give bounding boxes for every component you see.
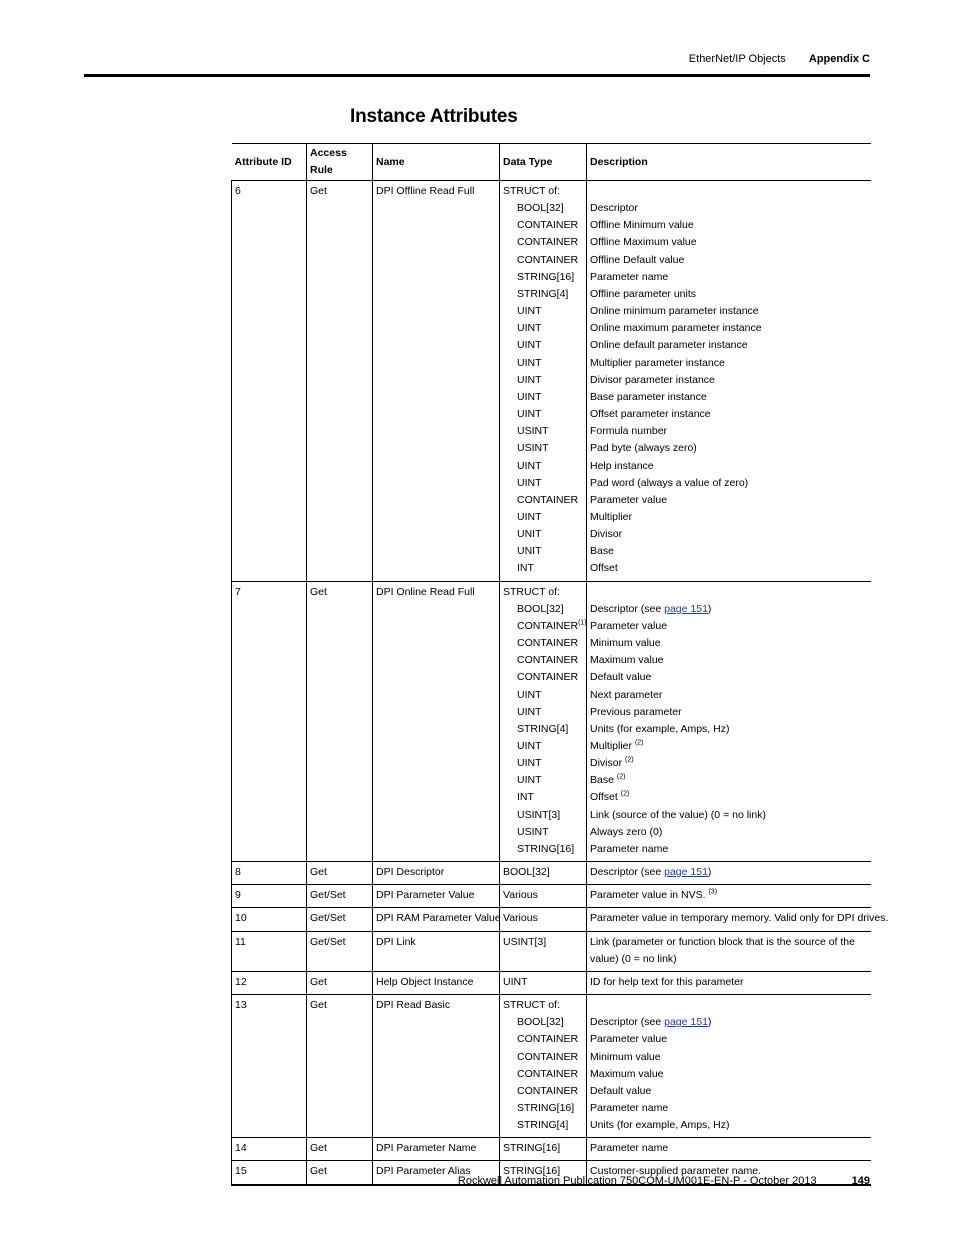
data-type-text: USINT[3] (517, 808, 561, 821)
data-type-text: STRING[4] (517, 1119, 569, 1132)
instance-attributes-table (231, 143, 889, 1186)
description-text: Default value (590, 1084, 652, 1097)
description-cell (587, 1138, 871, 1161)
data-type-line (503, 1014, 583, 1031)
name-cell: DPI Parameter Name (373, 1138, 500, 1161)
description-line (590, 355, 868, 372)
attribute-id-cell: 9 (232, 885, 307, 908)
data-type-text: CONTAINER (517, 1033, 579, 1046)
description-text: Parameter value (590, 493, 668, 506)
description-text: Link (parameter or function block that is the source of the value) (0 = no link) (590, 935, 855, 965)
description-cell (587, 885, 871, 908)
description-line (590, 721, 868, 738)
data-type-line (503, 183, 583, 200)
data-type-text: CONTAINER (517, 1050, 579, 1063)
description-line (590, 997, 868, 1014)
data-type-line (503, 997, 583, 1014)
data-type-text: UINT (517, 339, 542, 352)
description-text: Offline Default value (590, 253, 685, 266)
data-type-cell (500, 181, 587, 582)
footnote-ref: (2) (620, 790, 630, 798)
description-line (590, 526, 868, 543)
data-type-text: CONTAINER (517, 253, 579, 266)
page-number: 149 (851, 1175, 870, 1187)
description-line (590, 618, 868, 635)
description-text: Descriptor (see (590, 1016, 665, 1029)
data-type-line (503, 1031, 583, 1048)
data-type-line (503, 1066, 583, 1083)
access-rule-cell: Get (307, 1161, 373, 1185)
data-type-line (503, 440, 583, 457)
data-type-text: CONTAINER (517, 654, 579, 667)
description-text: Offline Maximum value (590, 236, 697, 249)
description-line (590, 652, 868, 669)
table-row (232, 885, 871, 908)
data-type-line (503, 824, 583, 841)
description-text: Descriptor (590, 202, 638, 215)
data-type-line (503, 910, 583, 927)
description-line (590, 492, 868, 509)
description-line (590, 406, 868, 423)
description-line (590, 601, 868, 618)
description-line (590, 475, 868, 492)
data-type-line (503, 772, 583, 789)
page-link[interactable]: page 151 (664, 602, 708, 615)
page-footer (458, 1175, 870, 1187)
data-type-text: Various (503, 912, 538, 925)
description-line (590, 755, 868, 772)
data-type-cell (500, 885, 587, 908)
description-text: Minimum value (590, 1050, 661, 1063)
data-type-line (503, 841, 583, 858)
description-line (590, 200, 868, 217)
description-line (590, 1140, 868, 1157)
data-type-text: UINT (517, 373, 542, 386)
description-cell (587, 908, 889, 931)
description-text: Parameter value in NVS. (590, 889, 709, 902)
description-line (590, 841, 868, 858)
description-text: Formula number (590, 425, 668, 438)
table-row (232, 1138, 871, 1161)
data-type-text: STRING[16] (517, 1101, 575, 1114)
name-cell: Help Object Instance (373, 971, 500, 994)
attribute-id-cell: 12 (232, 971, 307, 994)
description-cell (587, 995, 871, 1138)
access-rule-cell: Get/Set (307, 908, 373, 931)
description-text: Descriptor (see (590, 602, 665, 615)
table-row (232, 931, 871, 971)
data-type-text: INT (517, 791, 534, 804)
attribute-id-cell: 10 (232, 908, 307, 931)
data-type-text: UINT (517, 476, 542, 489)
attribute-id-cell: 13 (232, 995, 307, 1138)
name-cell: DPI Offline Read Full (373, 181, 500, 582)
description-cell (587, 971, 871, 994)
data-type-text: STRING[16] (503, 1165, 561, 1178)
data-type-text: UINT (517, 459, 542, 472)
page-link[interactable]: page 151 (664, 1016, 708, 1029)
data-type-text: BOOL[32] (517, 602, 564, 615)
description-line (590, 824, 868, 841)
data-type-line (503, 252, 583, 269)
data-type-line (503, 423, 583, 440)
data-type-text: BOOL[32] (503, 866, 550, 879)
description-text: Descriptor (see (590, 866, 665, 879)
data-type-text: STRING[16] (517, 842, 575, 855)
description-text: Offline Minimum value (590, 219, 694, 232)
data-type-text: UINT (517, 757, 542, 770)
description-text: Online minimum parameter instance (590, 305, 759, 318)
data-type-text: UINT (517, 305, 542, 318)
description-cell (587, 181, 871, 582)
data-type-line (503, 200, 583, 217)
data-type-line (503, 303, 583, 320)
description-line (590, 560, 868, 577)
description-text: Multiplier (590, 510, 633, 523)
data-type-text: BOOL[32] (517, 202, 564, 215)
data-type-line (503, 618, 587, 635)
data-type-line (503, 584, 583, 601)
description-text: Help instance (590, 459, 654, 472)
data-type-text: CONTAINER (517, 219, 579, 232)
data-type-line (503, 738, 583, 755)
data-type-text: UINT (517, 740, 542, 752)
description-text: Parameter name (590, 270, 669, 283)
attribute-id-cell: 6 (232, 181, 307, 582)
data-type-text: UINT (517, 705, 542, 718)
access-rule-cell: Get/Set (307, 931, 373, 971)
table-row (232, 908, 871, 931)
data-type-line (503, 934, 583, 951)
description-line (590, 303, 868, 320)
description-line (590, 286, 868, 303)
description-text: Always zero (0) (590, 825, 663, 838)
description-line (590, 1117, 868, 1134)
description-text: ) (707, 866, 712, 879)
description-line (590, 1100, 868, 1117)
description-line (590, 372, 868, 389)
table-header-row (232, 144, 871, 181)
description-line (590, 934, 868, 968)
description-line (590, 252, 868, 269)
data-type-text: STRUCT of: (503, 585, 560, 598)
data-type-text: CONTAINER (517, 1084, 579, 1097)
data-type-text: UINT (517, 390, 542, 403)
description-line (590, 320, 868, 337)
description-line (590, 458, 868, 475)
description-text: Offset (590, 562, 618, 575)
data-type-line (503, 635, 583, 652)
data-type-line (503, 560, 583, 577)
data-type-text: CONTAINER (517, 493, 579, 506)
data-type-cell (500, 1138, 587, 1161)
data-type-line (503, 864, 583, 881)
data-type-text: STRUCT of: (503, 185, 560, 197)
description-text: Multiplier (590, 740, 635, 752)
data-type-line (503, 601, 583, 618)
description-text: Link (source of the value) (0 = no link) (590, 808, 766, 821)
description-text: Pad word (always a value of zero) (590, 476, 749, 489)
page-title: Instance Attributes (350, 106, 518, 127)
description-line (590, 789, 868, 806)
data-type-text: UINT (517, 356, 542, 369)
description-line (590, 1031, 868, 1048)
description-text: Pad byte (always zero) (590, 442, 697, 455)
description-line (590, 269, 868, 286)
data-type-text: USINT (517, 442, 549, 455)
data-type-line (503, 669, 583, 686)
data-type-cell (500, 931, 587, 971)
data-type-line (503, 320, 583, 337)
header-rule (84, 74, 870, 77)
data-type-line (503, 526, 583, 543)
access-rule-cell: Get (307, 581, 373, 862)
data-type-line (503, 458, 583, 475)
data-type-text: USINT[3] (503, 935, 547, 948)
column-header: Attribute ID (232, 144, 307, 181)
description-line (590, 543, 868, 560)
data-type-cell (500, 862, 587, 885)
description-line (590, 669, 868, 686)
table-row (232, 995, 871, 1138)
data-type-line (503, 1083, 583, 1100)
description-text: ID for help text for this parameter (590, 975, 744, 988)
attribute-id-cell: 11 (232, 931, 307, 971)
access-rule-cell: Get (307, 862, 373, 885)
column-header: Data Type (500, 144, 587, 181)
data-type-cell (500, 581, 587, 862)
description-text: Offset (590, 791, 621, 804)
data-type-line (503, 687, 583, 704)
data-type-line (503, 974, 583, 991)
description-line (590, 974, 868, 991)
name-cell: DPI Link (373, 931, 500, 971)
data-type-text: CONTAINER (517, 637, 579, 650)
description-text: Maximum value (590, 1067, 664, 1080)
access-rule-cell: Get (307, 181, 373, 582)
description-text: Parameter name (590, 842, 669, 855)
data-type-text: BOOL[32] (517, 1016, 564, 1029)
name-cell: DPI Descriptor (373, 862, 500, 885)
data-type-line (503, 286, 583, 303)
footnote-ref: (3) (708, 888, 718, 896)
description-text: Default value (590, 671, 652, 684)
description-text: Previous parameter (590, 705, 682, 718)
description-text: Divisor (590, 757, 626, 770)
description-text: Units (for example, Amps, Hz) (590, 1119, 730, 1132)
data-type-text: UINT (517, 510, 542, 523)
data-type-line (503, 234, 583, 251)
data-type-line (503, 269, 583, 286)
data-type-line (503, 389, 583, 406)
description-text: ) (707, 1016, 712, 1029)
attribute-id-cell: 14 (232, 1138, 307, 1161)
description-cell (587, 862, 871, 885)
data-type-line (503, 355, 583, 372)
section-name: EtherNet/IP Objects (688, 53, 786, 65)
data-type-line (503, 475, 583, 492)
table-row (232, 862, 871, 885)
description-text: Offset parameter instance (590, 408, 711, 421)
name-cell: DPI RAM Parameter Value (373, 908, 500, 931)
access-rule-cell: Get (307, 1138, 373, 1161)
description-line (590, 217, 868, 234)
data-type-line (503, 406, 583, 423)
description-text: Customer-supplied parameter name. (590, 1165, 761, 1178)
description-text: Base (590, 774, 617, 787)
column-header: Description (587, 144, 871, 181)
data-type-line (503, 337, 583, 354)
description-text: Multiplier parameter instance (590, 356, 725, 369)
description-cell (587, 931, 871, 971)
running-header (689, 53, 870, 65)
page-link[interactable]: page 151 (664, 866, 708, 879)
description-line (590, 772, 868, 789)
table-row (232, 181, 871, 582)
data-type-line (503, 1140, 583, 1157)
data-type-text: UINT (503, 975, 528, 988)
data-type-cell (500, 908, 587, 931)
description-line (590, 887, 868, 904)
description-line (590, 183, 868, 200)
data-type-line (503, 704, 583, 721)
data-type-text: UNIT (517, 528, 542, 541)
name-cell: DPI Parameter Alias (373, 1161, 500, 1185)
data-type-line (503, 807, 583, 824)
description-line (590, 1066, 868, 1083)
description-line (590, 337, 868, 354)
description-text: Parameter name (590, 1101, 669, 1114)
data-type-line (503, 492, 583, 509)
publication-info: Rockwell Automation Publication 750COM-UM001E-EN-P - October 2013 (457, 1175, 817, 1187)
data-type-text: UINT (517, 774, 542, 787)
data-type-text: Various (503, 889, 538, 902)
data-type-text: CONTAINER (517, 236, 579, 249)
description-line (590, 807, 868, 824)
description-line (590, 704, 868, 721)
data-type-text: UINT (517, 322, 542, 335)
data-type-text: UINT (517, 408, 542, 421)
description-text: Base (590, 545, 614, 558)
data-type-cell (500, 995, 587, 1138)
description-text: Parameter value in temporary memory. Valid only for DPI drives. (590, 912, 889, 925)
data-type-line (503, 721, 583, 738)
description-cell (587, 581, 871, 862)
access-rule-cell: Get (307, 971, 373, 994)
column-header: Name (373, 144, 500, 181)
description-line (590, 635, 868, 652)
table-row (232, 971, 871, 994)
description-text: Offline parameter units (590, 287, 697, 300)
attribute-id-cell: 15 (232, 1161, 307, 1185)
name-cell: DPI Parameter Value (373, 885, 500, 908)
description-text: Maximum value (590, 654, 664, 667)
description-line (590, 910, 889, 927)
description-line (590, 509, 868, 526)
description-text: Parameter value (590, 1033, 668, 1046)
data-type-text: CONTAINER (517, 1067, 579, 1080)
data-type-text: UNIT (517, 545, 542, 558)
footnote-ref: (2) (616, 773, 626, 781)
data-type-line (503, 372, 583, 389)
data-type-line (503, 652, 583, 669)
attribute-id-cell: 8 (232, 862, 307, 885)
access-rule-cell: Get (307, 995, 373, 1138)
data-type-text: USINT (517, 825, 549, 838)
description-line (590, 687, 868, 704)
description-line (590, 1083, 868, 1100)
name-cell: DPI Read Basic (373, 995, 500, 1138)
access-rule-cell: Get/Set (307, 885, 373, 908)
data-type-text: UINT (517, 688, 542, 701)
description-text: Base parameter instance (590, 390, 707, 403)
data-type-text: USINT (517, 425, 549, 438)
footnote-ref: (2) (625, 756, 634, 764)
description-line (590, 423, 868, 440)
data-type-text: STRING[4] (517, 287, 569, 300)
description-text: Parameter value (590, 619, 668, 632)
name-cell: DPI Online Read Full (373, 581, 500, 862)
description-line (590, 389, 868, 406)
description-line (590, 584, 868, 601)
data-type-line (503, 789, 583, 806)
description-text: Minimum value (590, 637, 661, 650)
data-type-text: STRUCT of: (503, 999, 560, 1012)
column-header: Access Rule (307, 144, 373, 181)
description-text: ) (707, 602, 712, 615)
data-type-line (503, 509, 583, 526)
data-type-text: INT (517, 562, 534, 575)
description-line (590, 1049, 868, 1066)
table-row (232, 581, 871, 862)
appendix-label: Appendix C (808, 53, 870, 65)
data-type-line (503, 1049, 583, 1066)
description-line (590, 864, 868, 881)
description-line (590, 1014, 868, 1031)
description-line (590, 738, 868, 755)
description-line (590, 234, 868, 251)
description-text: Units (for example, Amps, Hz) (590, 722, 730, 735)
data-type-line (503, 755, 583, 772)
data-type-text: CONTAINER (517, 671, 579, 684)
description-text: Online default parameter instance (590, 339, 748, 352)
description-text: Next parameter (590, 688, 663, 701)
data-type-line (503, 887, 583, 904)
data-type-line (503, 217, 583, 234)
description-text: Divisor (590, 528, 623, 541)
description-text: Divisor parameter instance (590, 373, 715, 386)
data-type-line (503, 543, 583, 560)
attribute-id-cell: 7 (232, 581, 307, 862)
description-text: Online maximum parameter instance (590, 322, 762, 335)
data-type-line (503, 1100, 583, 1117)
description-text: Parameter name (590, 1142, 669, 1155)
data-type-text: CONTAINER (517, 619, 579, 632)
footnote-ref: (1) (578, 619, 587, 627)
footnote-ref: (2) (634, 739, 644, 747)
data-type-text: STRING[16] (517, 270, 575, 283)
data-type-cell (500, 971, 587, 994)
data-type-text: STRING[4] (517, 722, 569, 735)
description-line (590, 440, 868, 457)
data-type-text: STRING[16] (503, 1142, 561, 1155)
data-type-line (503, 1117, 583, 1134)
